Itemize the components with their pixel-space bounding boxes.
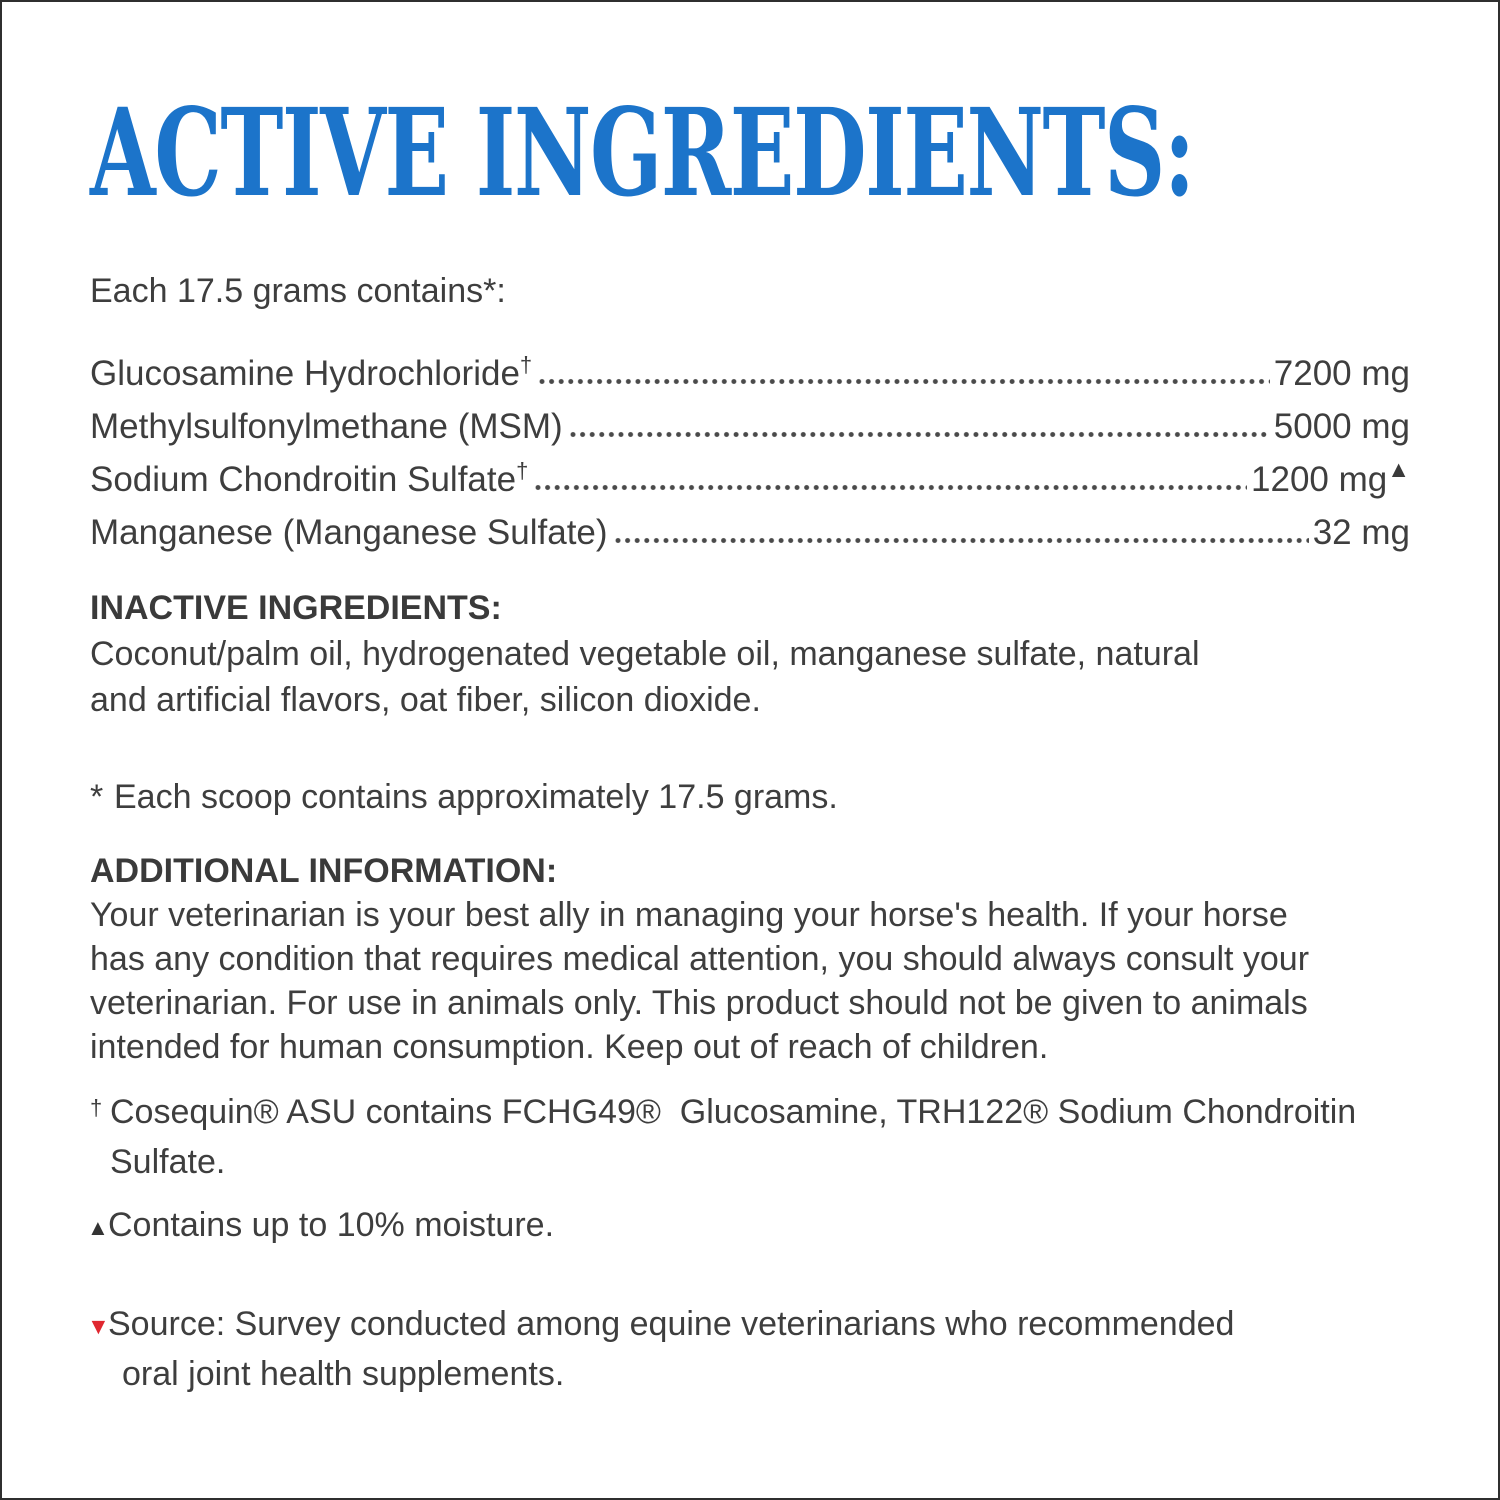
inactive-text-line: and artificial flavors, oat fiber, silicon dioxide. (90, 681, 761, 719)
source-footnote-line: Source: Survey conducted among equine veterinarians who recommended (108, 1305, 1235, 1343)
triangle-down-symbol: ▼ (87, 1313, 110, 1339)
additional-text-line: has any condition that requires medical attention, you should always consult your (90, 940, 1310, 978)
triangle-up-superscript: ▲ (1387, 456, 1410, 482)
label-content (2, 81, 1498, 1399)
dagger-superscript: † (519, 352, 533, 377)
ingredient-row (90, 496, 1410, 552)
ingredient-row (90, 337, 1410, 393)
moisture-footnote (87, 1203, 1410, 1247)
ingredient-name: Methylsulfonylmethane (MSM) (90, 407, 563, 446)
ingredient-row (90, 443, 1410, 499)
ingredient-amount: 7200 mg (1273, 354, 1410, 393)
dagger-symbol: † (90, 1095, 103, 1120)
ingredient-name: Sodium Chondroitin Sulfate† (90, 458, 529, 499)
ingredient-name: Manganese (Manganese Sulfate) (90, 513, 608, 552)
dagger-footnote-line: Sulfate. (110, 1143, 226, 1181)
scoop-footnote (90, 775, 1410, 819)
serving-line: Each 17.5 grams contains*: (90, 272, 506, 310)
leader-dots (569, 431, 1270, 438)
dagger-footnote-line: Cosequin® ASU contains FCHG49® Glucosamine, TRH122® Sodium Chondroitin (110, 1093, 1357, 1131)
ingredient-amount: 1200 mg▲ (1251, 456, 1410, 499)
leader-dots (614, 537, 1309, 544)
leader-dots (538, 378, 1270, 385)
inactive-paragraph (90, 631, 1410, 723)
page-title: ACTIVE INGREDIENTS: (90, 81, 1194, 224)
ingredient-name: Glucosamine Hydrochloride† (90, 352, 533, 393)
additional-text-line: veterinarian. For use in animals only. This product should not be given to animals (90, 984, 1308, 1022)
ingredient-row (90, 390, 1410, 446)
additional-text-line: Your veterinarian is your best ally in managing your horse's health. If your horse (90, 896, 1288, 934)
dagger-footnote (90, 1087, 1410, 1187)
ingredient-amount: 5000 mg (1273, 407, 1410, 446)
additional-heading: ADDITIONAL INFORMATION: (90, 852, 558, 890)
ingredient-amount: 32 mg (1312, 513, 1410, 552)
source-footnote-line: oral joint health supplements. (122, 1355, 565, 1393)
leader-dots (534, 484, 1247, 491)
scoop-footnote-text: Each scoop contains approximately 17.5 grams. (114, 778, 838, 816)
additional-text-line: intended for human consumption. Keep out of reach of children. (90, 1028, 1049, 1066)
additional-paragraph (90, 893, 1410, 1069)
moisture-footnote-text: Contains up to 10% moisture. (108, 1206, 555, 1244)
ingredient-table (90, 337, 1410, 552)
asterisk-symbol: * (90, 778, 104, 816)
inactive-text-line: Coconut/palm oil, hydrogenated vegetable oil, manganese sulfate, natural (90, 635, 1200, 673)
source-footnote (87, 1299, 1410, 1399)
inactive-heading: INACTIVE INGREDIENTS: (90, 589, 502, 627)
dagger-superscript: † (516, 458, 529, 483)
triangle-up-symbol: ▲ (87, 1215, 109, 1240)
